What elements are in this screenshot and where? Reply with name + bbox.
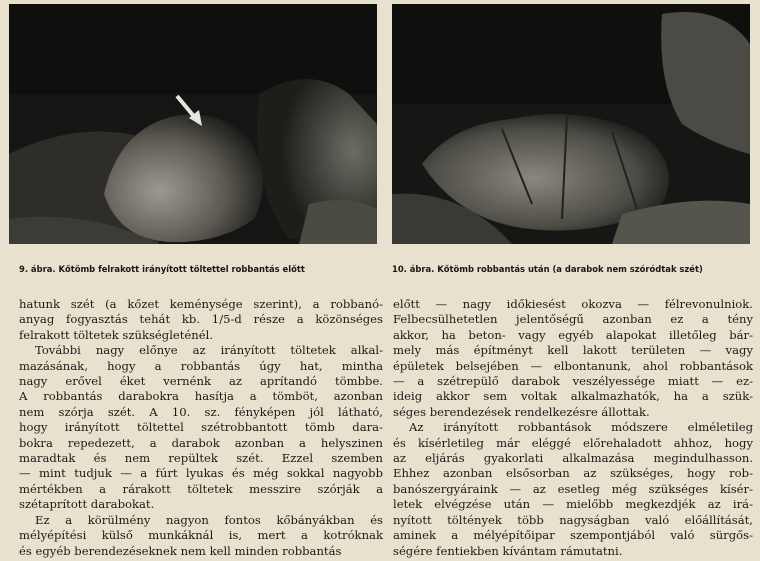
- paragraph: [19, 343, 383, 512]
- figure-10-caption: 10. ábra. Kőtömb robbantás után (a darabok nem szóródtak szét): [392, 264, 703, 274]
- paragraph: [393, 297, 753, 420]
- text-line: mely más építményt kell lakott területen — vagy: [393, 343, 753, 358]
- text-line: épületek belsejében — elbontanunk, ahol robbantások: [393, 358, 753, 373]
- text-line: hatunk szét (a kőzet keménysége szerint), a robbanó-: [19, 297, 383, 311]
- text-line: előtt — nagy időkiesést okozva — félrevonulniok.: [393, 297, 753, 311]
- text-column-right: [393, 297, 753, 559]
- paragraph: [19, 513, 383, 559]
- text-line: anyag fogyasztás tehát kb. 1/5-d része a közönséges: [19, 312, 383, 327]
- figure-9-caption: 9. ábra. Kőtömb felrakott irányított töltettel robbantás előtt: [19, 264, 305, 274]
- text-line: az eljárás gyakorlati alkalmazása megindulhasson.: [393, 451, 753, 466]
- text-line: nem szórja szét. A 10. sz. fényképen jól látható,: [19, 404, 383, 419]
- text-line: aminek a mélyépítőipar szempontjából való sürgős-: [393, 528, 753, 543]
- text-line: letek elvégzése után — mielőbb megkezdjék az irá-: [393, 497, 753, 512]
- text-line: bokra repedezett, a darabok azonban a helyszinen: [19, 435, 383, 450]
- text-line: Ehhez azonban elsősorban az szükséges, hogy rob-: [393, 466, 753, 481]
- text-line: Ez a körülmény nagyon fontos kőbányákban és: [35, 512, 383, 527]
- figure-10-photo: [392, 4, 750, 244]
- text-line: és egyéb berendezéseknek nem kell minden robbantás: [19, 543, 342, 558]
- text-line: — mint tudjuk — a fúrt lyukas és még sokkal nagyobb: [19, 466, 383, 481]
- text-line: ségére fentiekben kívántam rámutatni.: [393, 543, 623, 558]
- text-line: séges berendezések rendelkezésre állottak.: [393, 404, 650, 419]
- text-line: nagy erővel éket vernénk az aprítandó tömbbe.: [19, 374, 383, 389]
- text-line: mértékben a rárakott töltetek messzire szórják a: [19, 481, 383, 496]
- text-line: Az irányított robbantások módszere elméletileg: [409, 420, 753, 435]
- text-line: felrakott töltetek szükségleténél.: [19, 327, 214, 342]
- text-line: maradtak és nem repültek szét. Ezzel szemben: [19, 451, 383, 466]
- text-line: Felbecsülhetetlen jelentőségű azonban ez a tény: [393, 312, 753, 327]
- text-line: hogy irányított töltettel szétrobbantott tömb dara-: [19, 420, 383, 435]
- text-line: banószergyáraink — az esetleg még szükséges kísér-: [393, 481, 753, 496]
- text-line: akkor, ha beton- vagy egyéb alapokat illetőleg bár-: [393, 327, 753, 342]
- text-line: További nagy előnye az irányított töltetek alkal-: [35, 343, 383, 358]
- paragraph: [393, 420, 753, 559]
- text-column-left: [19, 297, 383, 559]
- text-line: — a szétrepülő darabok veszélyessége miatt — ez-: [393, 374, 753, 389]
- text-line: ideig akkor sem voltak alkalmazhatók, ha a szük-: [393, 389, 753, 404]
- text-line: nyított töltények több nagyságban való előállítását,: [393, 512, 753, 527]
- text-line: szétaprított darabokat.: [19, 497, 155, 512]
- text-line: és kísérletileg már eléggé előrehaladott ahhoz, hogy: [393, 435, 753, 450]
- paragraph: [19, 297, 383, 343]
- figure-9-photo: [9, 4, 377, 244]
- text-line: mazásának, hogy a robbantás úgy hat, mintha: [19, 358, 383, 373]
- text-line: mélyépítési külső munkáknál is, mert a kotróknak: [19, 528, 383, 543]
- text-line: A robbantás darabokra hasítja a tömböt, azonban: [19, 389, 383, 404]
